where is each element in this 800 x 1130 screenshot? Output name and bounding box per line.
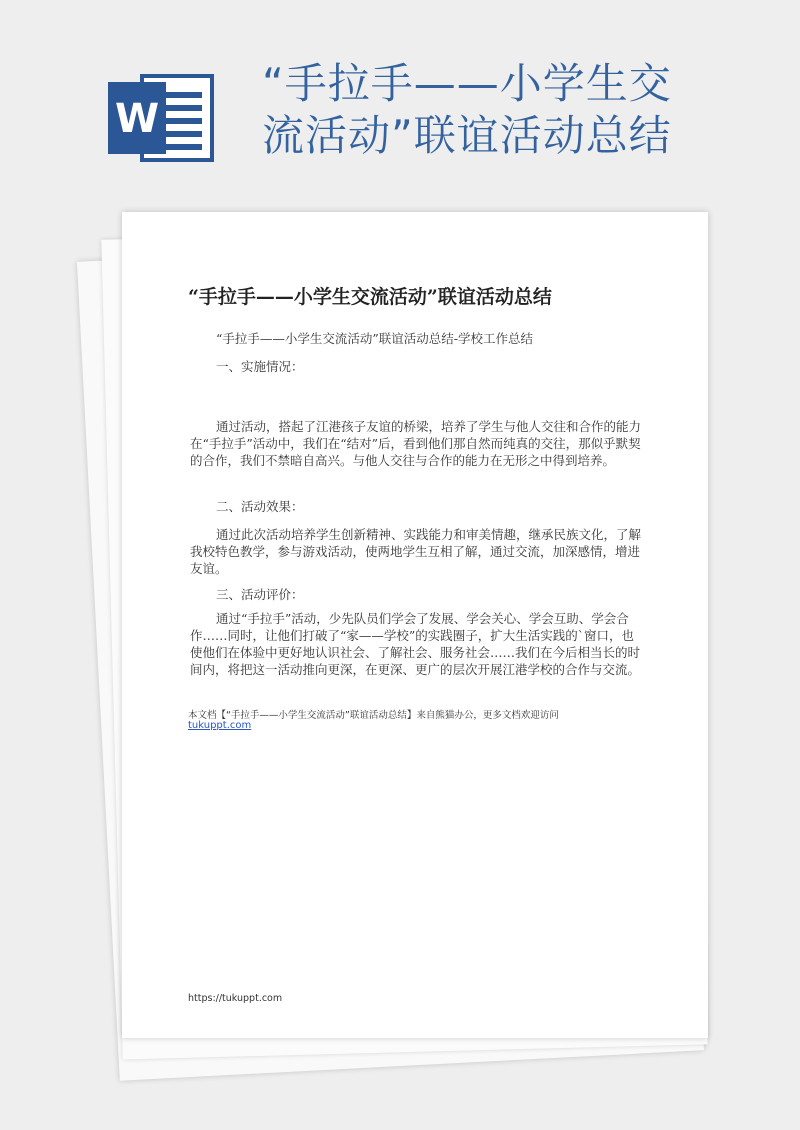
header-title: “手拉手——小学生交流活动”联谊活动总结 [262, 59, 672, 160]
source-link[interactable]: tukuppt.com [188, 720, 252, 731]
svg-text:W: W [114, 96, 160, 142]
header-banner [0, 0, 800, 200]
section2-paragraph: 通过此次活动培养学生创新精神、实践能力和审美情趣，继承民族文化，了解我校特色教学，参与游戏活动，使两地学生互相了解，通过交流，加深感情，增进友谊。 [190, 527, 642, 576]
section2-heading: 二、活动效果： [216, 499, 304, 514]
source-note: 本文档【“手拉手——小学生交流活动”联谊活动总结】来自熊猫办公，更多文档欢迎访问 [188, 710, 559, 721]
document-subtitle: “手拉手——小学生交流活动”联谊活动总结-学校工作总结 [216, 331, 534, 346]
document-page [122, 212, 708, 1038]
section1-paragraph: 通过活动，搭起了江港孩子友谊的桥梁，培养了学生与他人交往和合作的能力在“手拉手”活动中，我们在“结对”后，看到他们那自然而纯真的交往，那似乎默契的合作，我们不禁暗自高兴。与他人交往与合作的能力在无形之中得到培养。 [190, 419, 642, 468]
word-document-icon [108, 68, 218, 168]
document-title: “手拉手——小学生交流活动”联谊活动总结 [188, 286, 552, 308]
section1-heading: 一、实施情况： [216, 359, 304, 374]
section3-heading: 三、活动评价： [216, 587, 304, 602]
page-footer-url: https://tukuppt.com [188, 993, 283, 1004]
section3-paragraph: 通过“手拉手”活动，少先队员们学会了发展、学会关心、学会互助、学会合作……同时，让他们打破了“家——学校”的实践圈子，扩大生活实践的`窗口，也使他们在体验中更好地认识社会、了解社会、服务社会……我们在今后相当长的时间内，将把这一活动推向更深，在更深、更广的层次开展江港学校的合作与交流。 [190, 611, 641, 677]
